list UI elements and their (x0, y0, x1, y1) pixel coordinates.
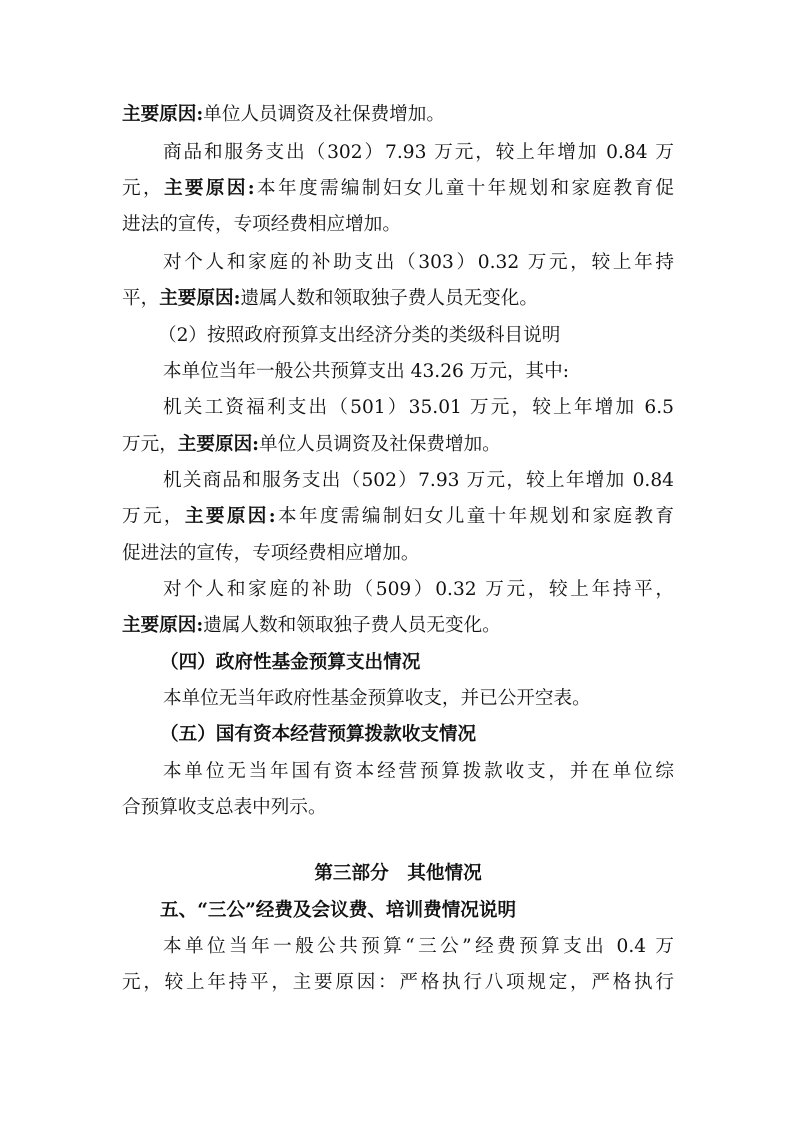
paragraph-line: 本单位无当年政府性基金预算收支，并已公开空表。 (163, 688, 591, 709)
paragraph-line (122, 608, 674, 644)
reason-label: 主要原因: (122, 615, 204, 636)
paragraph-line: 元，较上年持平，主要原因：严格执行八项规定，严格执行 (122, 972, 674, 993)
reason-label: 主要原因: (122, 104, 204, 125)
paragraph-line: 进法的宣传，专项经费相应增加。 (122, 214, 401, 235)
paragraph-line: 对个人和家庭的补助（509）0.32 万元，较上年持平， (163, 579, 674, 600)
line-prefix: 万元， (122, 506, 185, 527)
section-heading-fund-budget: （四）政府性基金预算支出情况 (160, 652, 421, 673)
line-text: 本年度需编制妇女儿童十年规划和家庭教育 (275, 506, 674, 527)
paragraph-line: 促进法的宣传，专项经费相应增加。 (122, 543, 420, 564)
subsection-heading: （2）按照政府预算支出经济分类的类级科目说明 (158, 325, 561, 346)
line-text: 遗属人数和领取独子费人员无变化。 (240, 288, 538, 309)
section-heading-state-capital: （五）国有资本经营预算拨款收支情况 (160, 724, 477, 745)
line-text: 本年度需编制妇女儿童十年规划和家庭教育促 (254, 178, 674, 199)
paragraph-line: 机关商品和服务支出（502）7.93 万元，较上年增加 0.84 (163, 470, 674, 491)
reason-label: 主要原因: (163, 178, 255, 199)
paragraph-line: 本单位当年一般公共预算“三公”经费预算支出 0.4 万 (163, 936, 674, 957)
paragraph-line (122, 427, 674, 463)
line-prefix: 平， (122, 288, 160, 309)
reason-label: 主要原因: (177, 434, 260, 455)
paragraph-line (122, 97, 674, 133)
line-prefix: 万元， (122, 434, 178, 455)
reason-label: 主要原因: (184, 506, 276, 527)
part-heading: 第三部分 其他情况 (314, 863, 482, 884)
paragraph-line: 本单位当年一般公共预算支出 43.26 万元，其中: (163, 361, 570, 382)
paragraph-line: 机关工资福利支出（501）35.01 万元，较上年增加 6.5 (163, 397, 674, 418)
line-prefix: 元， (122, 178, 164, 199)
paragraph-line: 对个人和家庭的补助支出（303）0.32 万元，较上年持 (163, 252, 674, 273)
paragraph-line (122, 499, 674, 535)
line-text: 单位人员调资及社保费增加。 (203, 104, 445, 125)
paragraph-line: 商品和服务支出（302）7.93 万元，较上年增加 0.84 万 (163, 142, 674, 163)
line-text: 遗属人数和领取独子费人员无变化。 (203, 615, 501, 636)
paragraph-line (122, 171, 674, 207)
paragraph-line: 本单位无当年国有资本经营预算拨款收支，并在单位综 (163, 761, 674, 782)
paragraph-line: 合预算收支总表中列示。 (122, 797, 327, 818)
reason-label: 主要原因: (159, 288, 241, 309)
line-text: 单位人员调资及社保费增加。 (259, 434, 501, 455)
section-heading-three-public: 五、“三公”经费及会议费、培训费情况说明 (160, 900, 517, 921)
paragraph-line (122, 281, 674, 317)
